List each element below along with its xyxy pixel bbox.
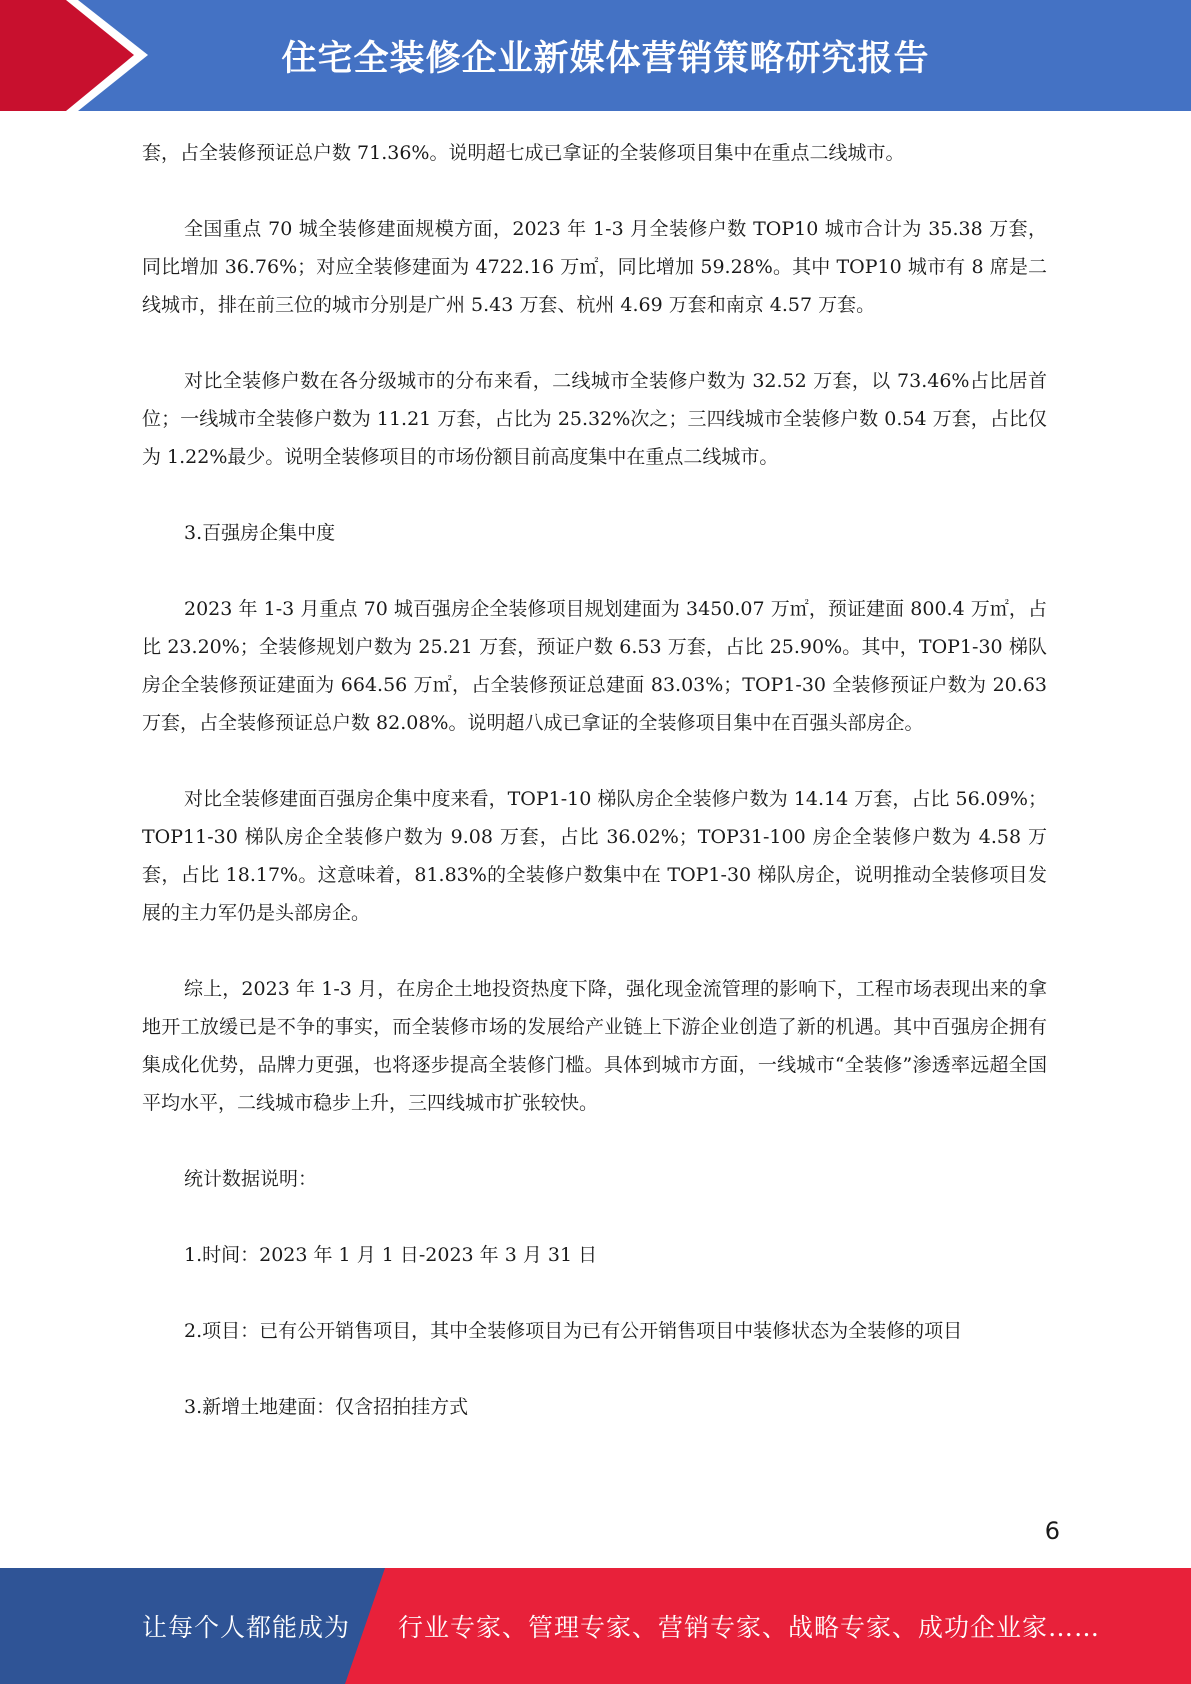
page-header	[0, 0, 1191, 111]
section-heading: 3.百强房企集中度	[184, 522, 336, 544]
paragraph-5: 对比全装修建面百强房企集中度来看，TOP1-10 梯队房企全装修户数为 14.14 万套，占比 56.09%；TOP11-30 梯队房企全装修户数为 9.08 万套，占比 36.02%；TOP31-100 房企全装修户数为 4.58 万套，占比 18.17%。这意味着，81.83%的全装修户数集中在 TOP1-30 梯队房企，说明推动全装修项目发展的主力军仍是头部房企。	[142, 788, 1047, 924]
document-body	[142, 134, 1047, 1426]
paragraph-2: 全国重点 70 城全装修建面规模方面，2023 年 1-3 月全装修户数 TOP10 城市合计为 35.38 万套，同比增加 36.76%；对应全装修建面为 4722.16 万㎡，同比增加 59.28%。其中 TOP10 城市有 8 席是二线城市，排在前三位的城市分别是广州 5.43 万套、杭州 4.69 万套和南京 4.57 万套。	[142, 218, 1047, 316]
report-title: 住宅全装修企业新媒体营销策略研究报告	[281, 38, 930, 79]
paragraph-4: 2023 年 1-3 月重点 70 城百强房企全装修项目规划建面为 3450.07 万㎡，预证建面 800.4 万㎡，占比 23.20%；全装修规划户数为 25.21 万套，预证户数 6.53 万套，占比 25.90%。其中，TOP1-30 梯队房企全装修预证建面为 664.56 万㎡，占全装修预证总建面 83.03%；TOP1-30 全装修预证户数为 20.63 万套，占全装修预证总户数 82.08%。说明超八成已拿证的全装修项目集中在百强头部房企。	[142, 598, 1047, 734]
notes-heading: 统计数据说明：	[184, 1168, 318, 1190]
paragraph-1: 套，占全装修预证总户数 71.36%。说明超七成已拿证的全装修项目集中在重点二线城市。	[142, 142, 905, 164]
page-number: 6	[1044, 1517, 1060, 1545]
header-arrow-graphic	[0, 0, 160, 111]
footer-slogan-right: 行业专家、管理专家、营销专家、战略专家、成功企业家……	[398, 1613, 1101, 1642]
paragraph-6: 综上，2023 年 1-3 月，在房企土地投资热度下降，强化现金流管理的影响下，工程市场表现出来的拿地开工放缓已是不争的事实，而全装修市场的发展给产业链上下游企业创造了新的机遇。其中百强房企拥有集成化优势，品牌力更强，也将逐步提高全装修门槛。具体到城市方面，一线城市“全装修”渗透率远超全国平均水平，二线城市稳步上升，三四线城市扩张较快。	[142, 978, 1047, 1114]
paragraph-3: 对比全装修户数在各分级城市的分布来看，二线城市全装修户数为 32.52 万套，以 73.46%占比居首位；一线城市全装修户数为 11.21 万套，占比为 25.32%次之；三四线城市全装修户数 0.54 万套，占比仅为 1.22%最少。说明全装修项目的市场份额目前高度集中在重点二线城市。	[142, 370, 1047, 468]
note-item-3: 3.新增土地建面：仅含招拍挂方式	[184, 1396, 469, 1418]
page-footer	[0, 1568, 1191, 1684]
note-item-1: 1.时间：2023 年 1 月 1 日-2023 年 3 月 31 日	[184, 1244, 598, 1266]
footer-slogan-left: 让每个人都能成为	[142, 1613, 351, 1642]
note-item-2: 2.项目：已有公开销售项目，其中全装修项目为已有公开销售项目中装修状态为全装修的项目	[184, 1320, 963, 1342]
